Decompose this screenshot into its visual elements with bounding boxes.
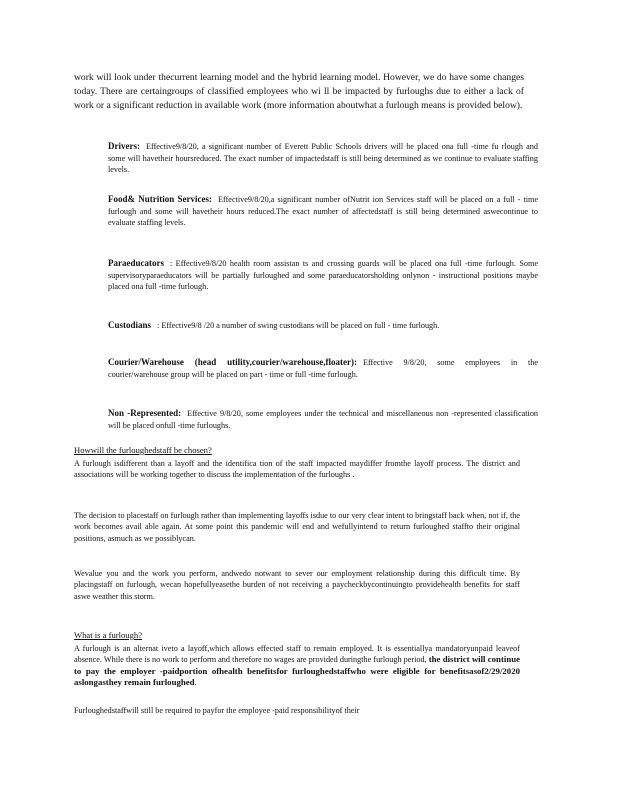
group-text: : Effective9/8/20 health room assistan ts and crossing guards will be placed ona full -time furlough. Some supervisoryparaeducators will be partially furloughed and some paraeducatorsholding onlynon - instructional positions maybe placed ona full -time furlough. xyxy=(108,259,538,291)
food-nutrition-item xyxy=(108,194,538,229)
definition-text: A furlough is an alternat iveto a layoff,which allows effected staff to remain employed. It is essentiallya mandatoryunpaid leaveof absence. While there is no work to perform and therefore no wages are provided duringthe furlough period, xyxy=(74,644,520,665)
group-text: Effective9/8/20, a significant number of Everett Public Schools drivers will be placed ona full -time fu rlough and some will havetheir hoursreduced. The exact number of impactedstaff is still being determined as we continue to evaluate staffing levels. xyxy=(108,142,538,174)
definition-bold-text: the district will continue to pay the employer -paidportion ofhealth benefitsfor furloughedstaffwho were eligible for benefitsasof2/29/2020 aslongasthey remain furloughed xyxy=(74,654,521,688)
paragraph-employee-responsibility: Furloughedstaffwill still be required to payfor the employee -paid responsibilityof their xyxy=(74,706,360,715)
drivers-item xyxy=(108,141,538,176)
non-represented-item xyxy=(108,408,538,431)
paraeducators-item xyxy=(108,258,538,293)
section-heading-what-is-furlough: What is a furlough? xyxy=(74,630,143,640)
definition-end: . xyxy=(194,678,197,688)
group-label: Food& Nutrition Services: xyxy=(108,194,212,204)
group-text: Effective 9/8/20, some employees in the courier/warehouse group will be placed on part - time or full -time furlough. xyxy=(108,358,538,379)
paragraph-value: Wevalue you and the work you perform, andwedo notwant to sever our employment relationship during this difficult time. By placingstaff on furlough, wecan hopefullyeasethe burden of not receiving a paycheckbycontinuingto providehealth benefits for staff aswe weather this storm. xyxy=(74,569,520,601)
group-label: Custodians xyxy=(108,320,152,330)
intro-paragraph: work will look under thecurrent learning model and the hybrid learning model. However, we do have some changes today. There are certaingroups of classified employees who wi ll be impacted by furloughs due to either a lack of work or a significant reduction in available work (more information aboutwhat a furlough means is provided below). xyxy=(74,72,524,112)
group-text: Effective 9/8/20, some employees under the technical and miscellaneous non -represented classification will be placed onfull -time furloughs. xyxy=(108,409,539,430)
paragraph-furlough-definition xyxy=(74,643,520,689)
paragraph-furlough-vs-layoff: A furlough isdifferent than a layoff and the identifica tion of the staff impacted maydiffer fromthe layoff process. The district and associations will be working together to discuss the implementation of the furloughs . xyxy=(74,459,520,480)
group-label: Drivers: xyxy=(108,141,140,151)
group-label: Non -Represented: xyxy=(108,408,182,418)
group-label: Paraeducators xyxy=(108,258,164,268)
custodians-item xyxy=(108,320,538,332)
group-text: : Effective9/8 /20 a number of swing custodians will be placed on full - time furlough. xyxy=(157,321,440,330)
paragraph-decision: The decision to placestaff on furlough rather than implementing layoffs isdue to our very clear intent to bringstaff back when, not if, the work becomes avail able again. At some point this pandemic will end and wefullyintend to return furloughed staffto their original positions, asmuch as we possiblycan. xyxy=(74,511,520,543)
group-label: Courier/Warehouse (head utility,courier/warehouse,floater): xyxy=(108,357,357,367)
courier-warehouse-item xyxy=(108,357,538,380)
group-text: Effective9/8/20,a significant number ofNutrit ion Services staff will be placed on a full - time furlough and some will havetheir hours reduced.The exact number of affectedstaff is still being determined aswecontinue to evaluate staffing levels. xyxy=(108,195,539,227)
section-heading-chosen: Howwill the furloughedstaff be chosen? xyxy=(74,445,212,455)
